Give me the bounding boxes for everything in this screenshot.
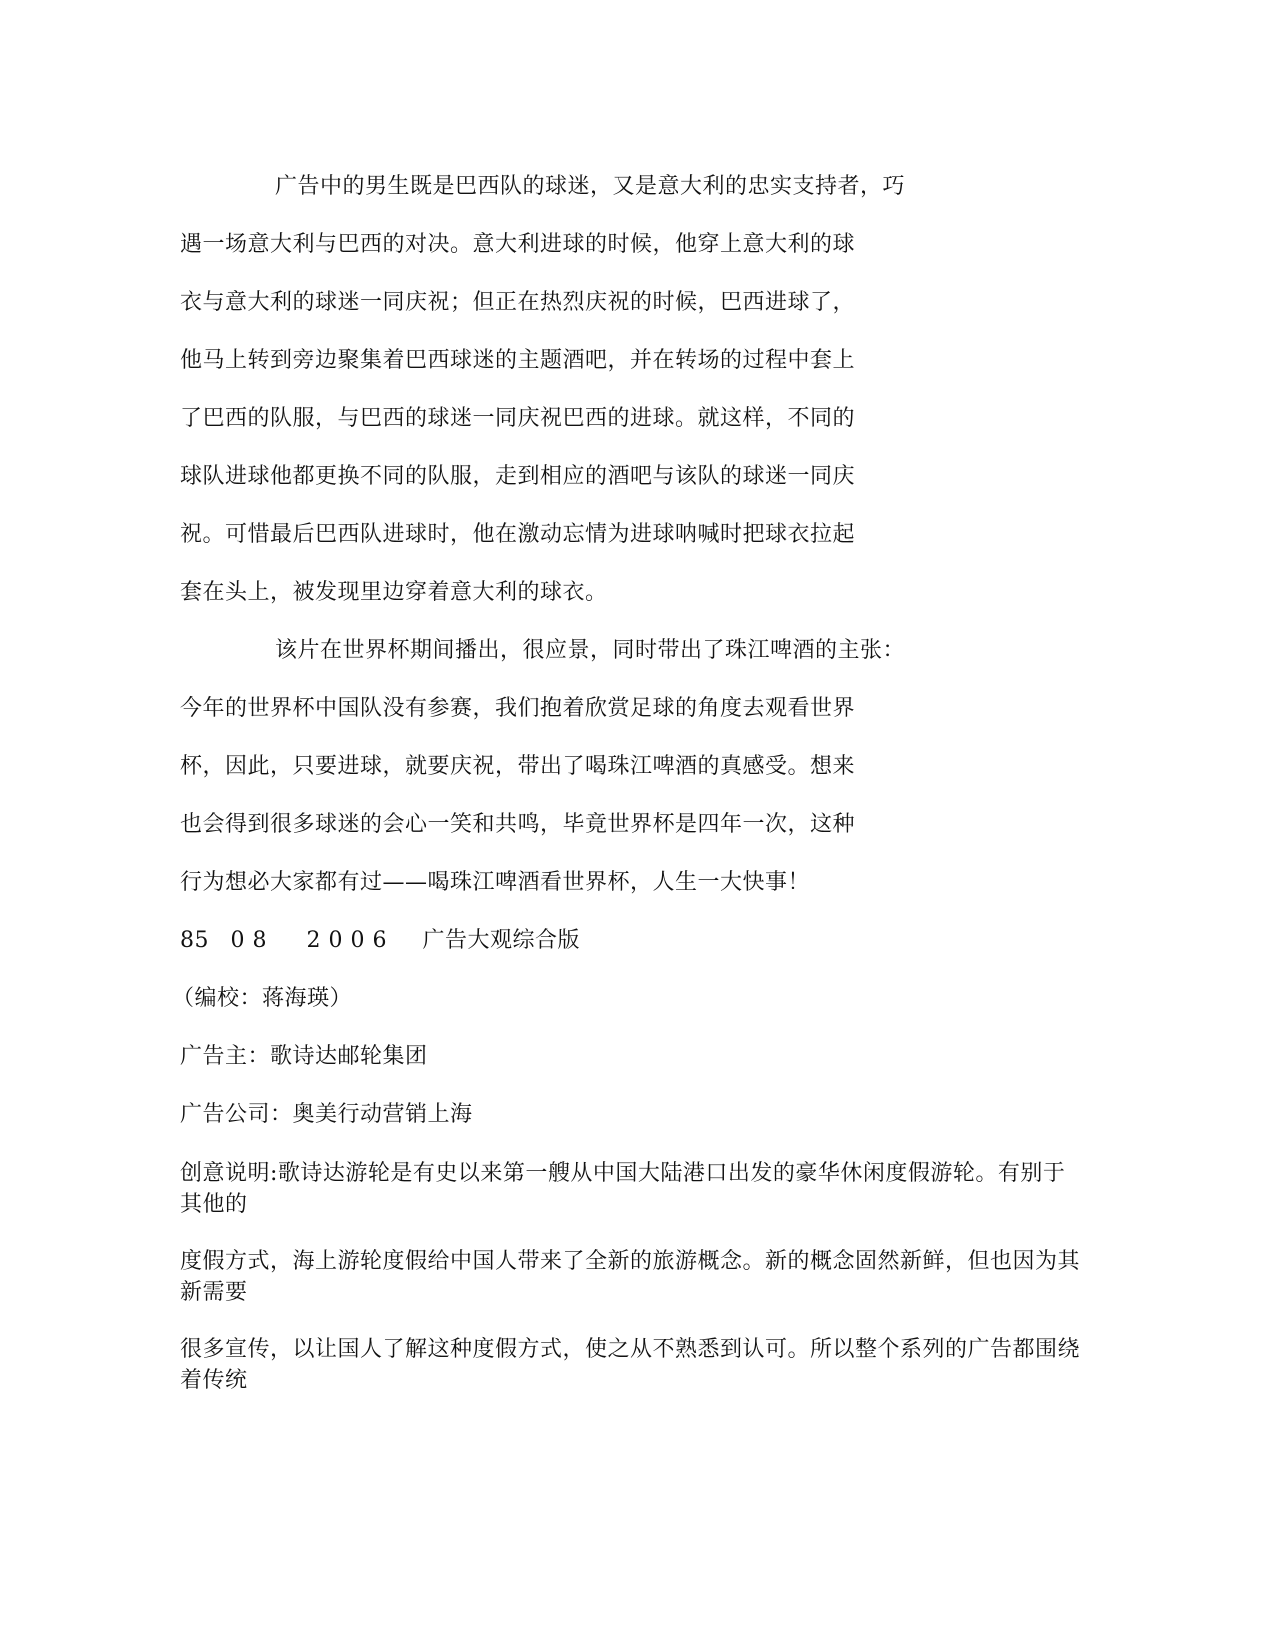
agency-line: 广告公司：奥美行动营销上海 bbox=[180, 1102, 473, 1127]
issue-line bbox=[180, 927, 580, 955]
paragraph-1-line-6: 球队进球他都更换不同的队服，走到相应的酒吧与该队的球迷一同庆 bbox=[180, 464, 856, 489]
paragraph-1-line-3: 衣与意大利的球迷一同庆祝；但正在热烈庆祝的时候，巴西进球了， bbox=[180, 290, 856, 315]
editor-note: （编校：蒋海瑛） bbox=[172, 986, 353, 1011]
paragraph-1-line-2: 遇一场意大利与巴西的对决。意大利进球的时候，他穿上意大利的球 bbox=[180, 232, 856, 257]
paragraph-1-line-8: 套在头上，被发现里边穿着意大利的球衣。 bbox=[180, 580, 608, 605]
paragraph-1-line-4: 他马上转到旁边聚集着巴西球迷的主题酒吧，并在转场的过程中套上 bbox=[180, 348, 856, 373]
creative-line-2: 度假方式，海上游轮度假给中国人带来了全新的旅游概念。新的概念固然新鲜，但也因为其新需要 bbox=[180, 1249, 1081, 1305]
paragraph-1-line-1: 广告中的男生既是巴西队的球迷，又是意大利的忠实支持者，巧 bbox=[275, 174, 906, 199]
issue-year: 2 0 0 6 bbox=[306, 928, 387, 953]
paragraph-2-line-2: 今年的世界杯中国队没有参赛，我们抱着欣赏足球的角度去观看世界 bbox=[180, 696, 856, 721]
paragraph-2-line-3: 杯，因此，只要进球，就要庆祝，带出了喝珠江啤酒的真感受。想来 bbox=[180, 754, 856, 779]
issue-magazine: 广告大观综合版 bbox=[422, 928, 580, 953]
issue-page: 85 bbox=[180, 928, 209, 953]
creative-line-3: 很多宣传，以让国人了解这种度假方式，使之从不熟悉到认可。所以整个系列的广告都围绕着传统 bbox=[180, 1337, 1081, 1393]
paragraph-2-line-5: 行为想必大家都有过——喝珠江啤酒看世界杯，人生一大快事！ bbox=[180, 870, 811, 895]
creative-line-1: 创意说明:歌诗达游轮是有史以来第一艘从中国大陆港口出发的豪华休闲度假游轮。有别于其他的 bbox=[180, 1161, 1066, 1217]
paragraph-1-line-5: 了巴西的队服，与巴西的球迷一同庆祝巴西的进球。就这样，不同的 bbox=[180, 406, 856, 431]
issue-month: 0 8 bbox=[230, 928, 267, 953]
paragraph-2-line-1: 该片在世界杯期间播出，很应景，同时带出了珠江啤酒的主张： bbox=[275, 638, 906, 663]
advertiser-line: 广告主：歌诗达邮轮集团 bbox=[180, 1044, 428, 1069]
paragraph-1-line-7: 祝。可惜最后巴西队进球时，他在激动忘情为进球呐喊时把球衣拉起 bbox=[180, 522, 856, 547]
paragraph-2-line-4: 也会得到很多球迷的会心一笑和共鸣，毕竟世界杯是四年一次，这种 bbox=[180, 812, 856, 837]
